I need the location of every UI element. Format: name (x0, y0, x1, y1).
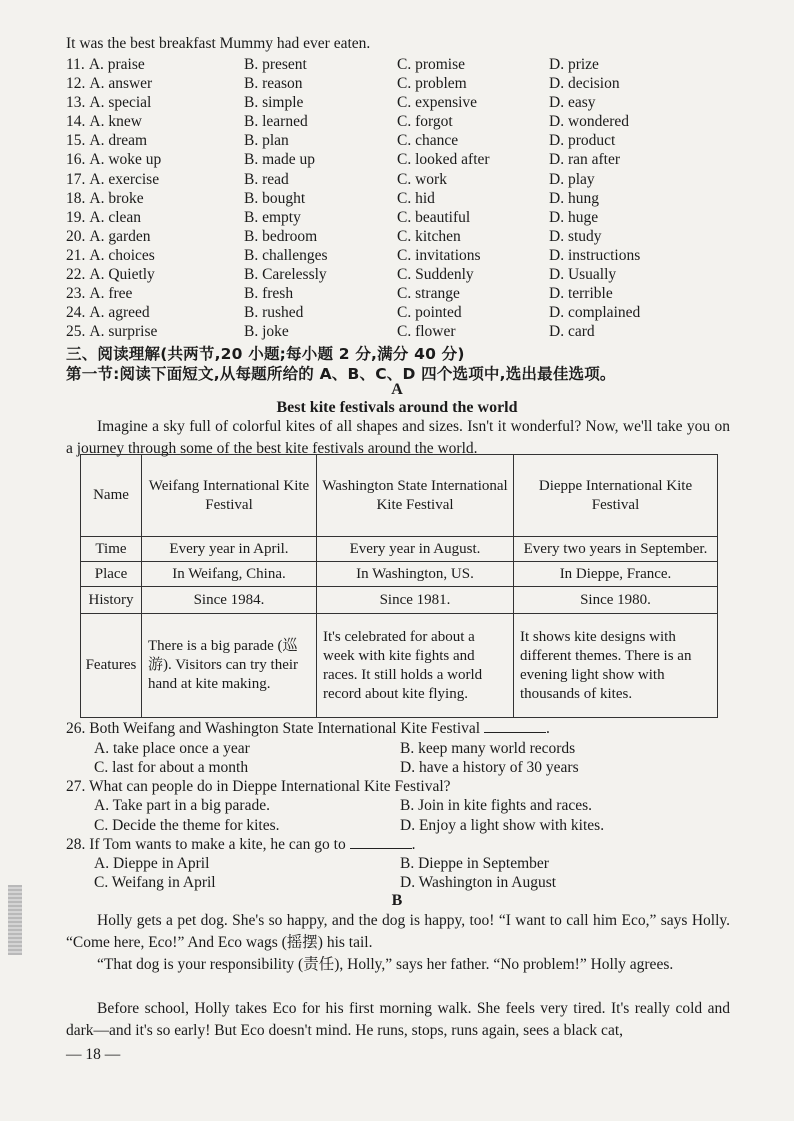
cell-history-2: Since 1981. (317, 587, 514, 614)
option-d: D. Usually (549, 266, 617, 284)
question-number: 12. (66, 75, 86, 93)
cell-place-1: In Weifang, China. (142, 562, 317, 587)
option-d: D. hung (549, 189, 599, 207)
section-title: 三、阅读理解(共两节,20 小题;每小题 2 分,满分 40 分) (66, 345, 465, 363)
passage-a-paragraph: Imagine a sky full of colorful kites of all shapes and sizes. Isn't it wonderful? Now, we'll take you on a journey through some of the best kite festivals around the world. (66, 418, 730, 457)
row-label-history: History (81, 587, 142, 614)
cell-name-3: Dieppe International Kite Festival (514, 455, 718, 537)
cell-features-3: It shows kite designs with different themes. There is an evening light show with thousands of kites. (514, 614, 718, 718)
option-b: B. rushed (244, 304, 304, 322)
option-a-text: A. clean (89, 208, 142, 226)
option-d: D. instructions (549, 246, 641, 264)
option-a-text: A. woke up (89, 151, 162, 169)
option-d: D. complained (549, 304, 641, 322)
q26-option-b: B. keep many world records (400, 740, 576, 757)
q28-option-b: B. Dieppe in September (400, 855, 549, 872)
option-b: B. made up (244, 151, 316, 169)
cell-history-3: Since 1980. (514, 587, 718, 614)
option-d: D. ran after (549, 151, 620, 169)
row-label-place: Place (81, 562, 142, 587)
option-d: D. huge (549, 208, 599, 226)
question-number: 11. (66, 56, 85, 73)
option-a-text: A. broke (89, 189, 144, 207)
option-c: C. Suddenly (397, 266, 474, 284)
option-c: C. expensive (397, 94, 478, 112)
option-b: B. bought (244, 189, 306, 207)
q27-option-a: A. Take part in a big parade. (94, 797, 270, 814)
option-a (66, 303, 150, 322)
question-number: 18. (66, 189, 86, 207)
cell-features-2: It's celebrated for about a week with kite fights and races. It still holds a world record about kite flying. (317, 614, 514, 718)
option-a-text: A. dream (89, 132, 148, 150)
option-b: B. challenges (244, 246, 328, 264)
option-d: D. prize (549, 56, 599, 73)
q26-option-c: C. last for about a month (94, 759, 249, 776)
option-a (66, 150, 161, 169)
option-b: B. reason (244, 75, 303, 93)
q27-option-c: C. Decide the theme for kites. (94, 817, 280, 834)
q28-option-a: A. Dieppe in April (94, 855, 210, 872)
option-a-text: A. free (89, 285, 133, 303)
option-d: D. product (549, 132, 616, 150)
passage-b-paragraph-1: Holly gets a pet dog. She's so happy, and the dog is happy, too! “I want to call him Eco,” says Holly. “Come here, Eco!” And Eco wags (摇摆) his tail. (66, 912, 730, 951)
option-a (66, 74, 152, 93)
question-number: 13. (66, 94, 86, 112)
option-b: B. present (244, 56, 307, 73)
option-c: C. flower (397, 323, 456, 341)
row-label-features: Features (81, 614, 142, 718)
option-a-text: A. praise (88, 56, 145, 73)
option-c: C. beautiful (397, 208, 471, 226)
cell-history-1: Since 1984. (142, 587, 317, 614)
option-a-text: A. choices (89, 246, 155, 264)
option-c: C. chance (397, 132, 459, 150)
question-number: 25. (66, 323, 86, 341)
question-number: 14. (66, 113, 86, 131)
option-d: D. study (549, 227, 602, 245)
option-d: D. wondered (549, 113, 630, 131)
option-a-text: A. surprise (89, 323, 158, 341)
option-b: B. fresh (244, 285, 294, 303)
row-label-name: Name (81, 455, 142, 537)
option-a-text: A. agreed (89, 304, 150, 322)
option-b: B. simple (244, 94, 304, 112)
cell-time-2: Every year in August. (317, 537, 514, 562)
cell-place-3: In Dieppe, France. (514, 562, 718, 587)
q26-option-a: A. take place once a year (94, 740, 250, 757)
passage-a-letter: A (391, 381, 403, 398)
question-number: 16. (66, 151, 86, 169)
option-a (66, 189, 144, 208)
option-a (66, 112, 142, 131)
option-c: C. kitchen (397, 227, 461, 245)
question-28 (66, 836, 415, 854)
option-c: C. work (397, 170, 447, 188)
option-b: B. empty (244, 208, 301, 226)
row-label-time: Time (81, 537, 142, 562)
question-number: 24. (66, 304, 86, 322)
question-number: 21. (66, 246, 86, 264)
question-number: 20. (66, 227, 86, 245)
q28-option-c: C. Weifang in April (94, 874, 216, 891)
question-number: 22. (66, 266, 86, 284)
option-c: C. problem (397, 75, 467, 93)
cell-name-1: Weifang International Kite Festival (142, 455, 317, 537)
cell-features-1: There is a big parade (巡游). Visitors can try their hand at kite making. (142, 614, 317, 718)
stem-end: . (545, 720, 550, 737)
passage-a-title: Best kite festivals around the world (276, 399, 518, 416)
option-a (66, 284, 132, 303)
option-b: B. learned (244, 113, 308, 131)
question-stem: 28. If Tom wants to make a kite, he can go to (66, 836, 346, 853)
option-a (66, 246, 155, 265)
passage-b-paragraph-2: “That dog is your responsibility (责任), Holly,” says her father. “No problem!” Holly agrees. (97, 956, 674, 973)
intro-line: It was the best breakfast Mummy had ever eaten. (66, 35, 371, 52)
option-c: C. pointed (397, 304, 462, 322)
option-a (66, 93, 151, 112)
answer-blank (484, 720, 546, 733)
option-a (66, 227, 151, 246)
option-a-text: A. Quietly (89, 266, 155, 284)
passage-b-letter: B (391, 892, 403, 909)
question-number: 19. (66, 208, 86, 226)
option-c: C. looked after (397, 151, 490, 169)
question-26 (66, 720, 550, 738)
question-number: 23. (66, 285, 86, 303)
cell-time-3: Every two years in September. (514, 537, 718, 562)
option-a (66, 170, 159, 189)
option-a-text: A. exercise (89, 170, 160, 188)
option-c: C. promise (397, 56, 466, 73)
option-a (66, 322, 157, 341)
q26-option-d: D. have a history of 30 years (400, 759, 579, 776)
kite-festival-table (80, 454, 718, 718)
option-d: D. card (549, 323, 595, 341)
option-b: B. joke (244, 323, 289, 341)
option-b: B. Carelessly (244, 266, 327, 284)
q27-option-d: D. Enjoy a light show with kites. (400, 817, 605, 834)
q27-option-b: B. Join in kite fights and races. (400, 797, 592, 814)
question-number: 17. (66, 170, 86, 188)
option-c: C. hid (397, 189, 435, 207)
binding-strip (8, 885, 22, 955)
option-a (66, 131, 147, 150)
option-b: B. plan (244, 132, 289, 150)
option-b: B. read (244, 170, 289, 188)
option-d: D. easy (549, 94, 596, 112)
question-27: 27. What can people do in Dieppe International Kite Festival? (66, 778, 451, 795)
question-number: 15. (66, 132, 86, 150)
option-c: C. invitations (397, 246, 481, 264)
option-a-text: A. knew (89, 113, 142, 131)
section-subtitle: 第一节:阅读下面短文,从每题所给的 A、B、C、D 四个选项中,选出最佳选项。 (66, 365, 616, 383)
answer-blank (350, 836, 412, 849)
option-b: B. bedroom (244, 227, 318, 245)
option-a-text: A. answer (89, 75, 153, 93)
question-stem: 26. Both Weifang and Washington State International Kite Festival (66, 720, 481, 737)
option-c: C. forgot (397, 113, 453, 131)
option-a-text: A. garden (89, 227, 151, 245)
option-a (66, 208, 141, 227)
option-d: D. play (549, 170, 595, 188)
passage-b-paragraph-3: Before school, Holly takes Eco for his first morning walk. She feels very tired. It's really cold and dark—and it's so early! But Eco doesn't mind. He runs, stops, runs again, sees a black cat, (66, 1000, 730, 1039)
option-d: D. decision (549, 75, 620, 93)
q28-option-d: D. Washington in August (400, 874, 557, 891)
option-a (66, 265, 155, 284)
cell-time-1: Every year in April. (142, 537, 317, 562)
stem-end: . (411, 836, 416, 853)
cell-place-2: In Washington, US. (317, 562, 514, 587)
page-number: — 18 — (66, 1046, 121, 1063)
cell-name-2: Washington State International Kite Festival (317, 455, 514, 537)
option-c: C. strange (397, 285, 460, 303)
option-a-text: A. special (89, 94, 152, 112)
option-a (66, 55, 145, 74)
option-d: D. terrible (549, 285, 613, 303)
